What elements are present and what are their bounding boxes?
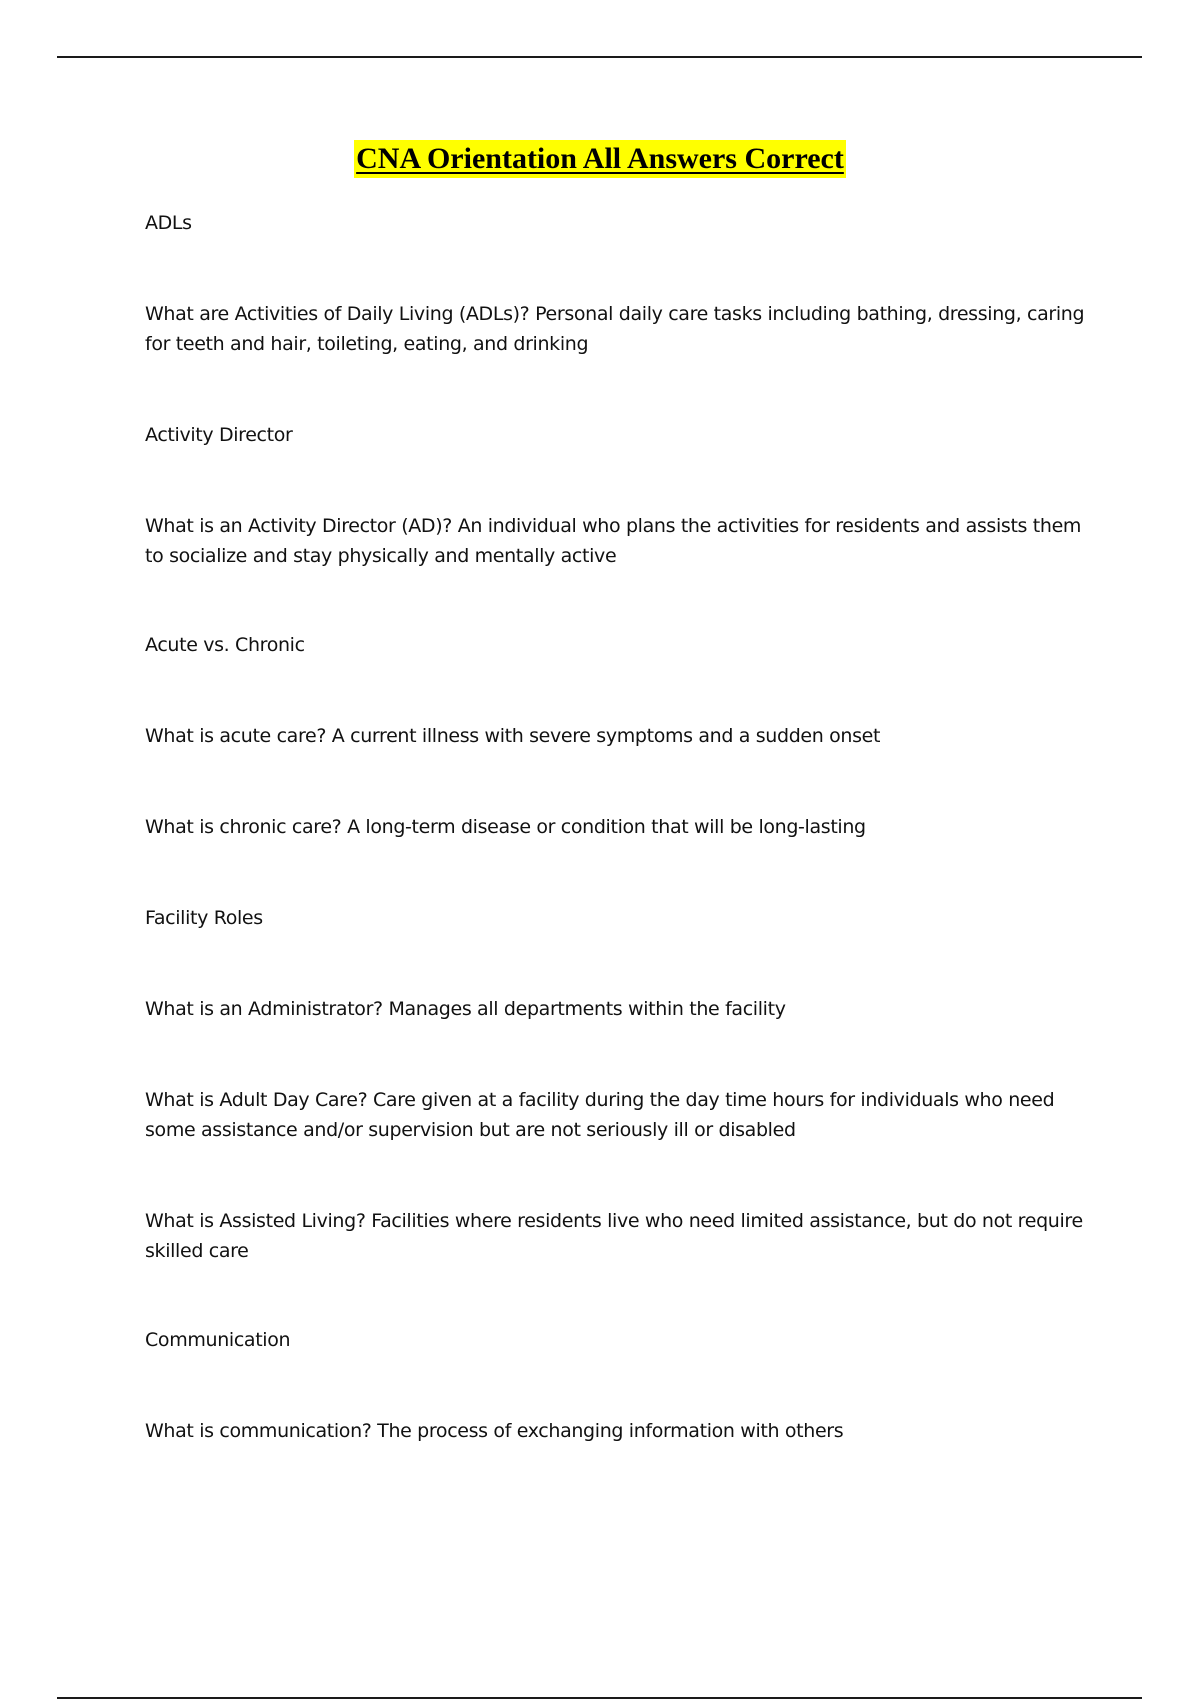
- bottom-rule: [57, 1697, 1142, 1699]
- top-rule: [57, 56, 1142, 58]
- qa-acute-care: What is acute care? A current illness with severe symptoms and a sudden onset: [145, 725, 881, 747]
- qa-activity-director: What is an Activity Director (AD)? An individual who plans the activities for residents and assists them to socialize and stay physically and mentally active: [145, 515, 1082, 567]
- qa-adult-day-care: What is Adult Day Care? Care given at a facility during the day time hours for individuals who need some assistance and/or supervision but are not seriously ill or disabled: [145, 1089, 1055, 1141]
- qa-chronic-care: What is chronic care? A long-term disease or condition that will be long-lasting: [145, 816, 866, 838]
- qa-assisted-living: What is Assisted Living? Facilities where residents live who need limited assistance, but do not require skilled care: [145, 1210, 1083, 1262]
- title-container: [0, 140, 1200, 178]
- section-heading-adls: ADLs: [145, 212, 192, 234]
- section-heading-communication: Communication: [145, 1329, 291, 1351]
- section-heading-facility-roles: Facility Roles: [145, 907, 263, 929]
- qa-adls: What are Activities of Daily Living (ADLs)? Personal daily care tasks including bathing, dressing, caring for teeth and hair, toileting, eating, and drinking: [145, 303, 1085, 355]
- document-title: CNA Orientation All Answers Correct: [354, 140, 846, 178]
- section-heading-activity-director: Activity Director: [145, 424, 293, 446]
- qa-communication: What is communication? The process of exchanging information with others: [145, 1420, 844, 1442]
- qa-administrator: What is an Administrator? Manages all departments within the facility: [145, 998, 786, 1020]
- section-heading-acute-chronic: Acute vs. Chronic: [145, 634, 305, 656]
